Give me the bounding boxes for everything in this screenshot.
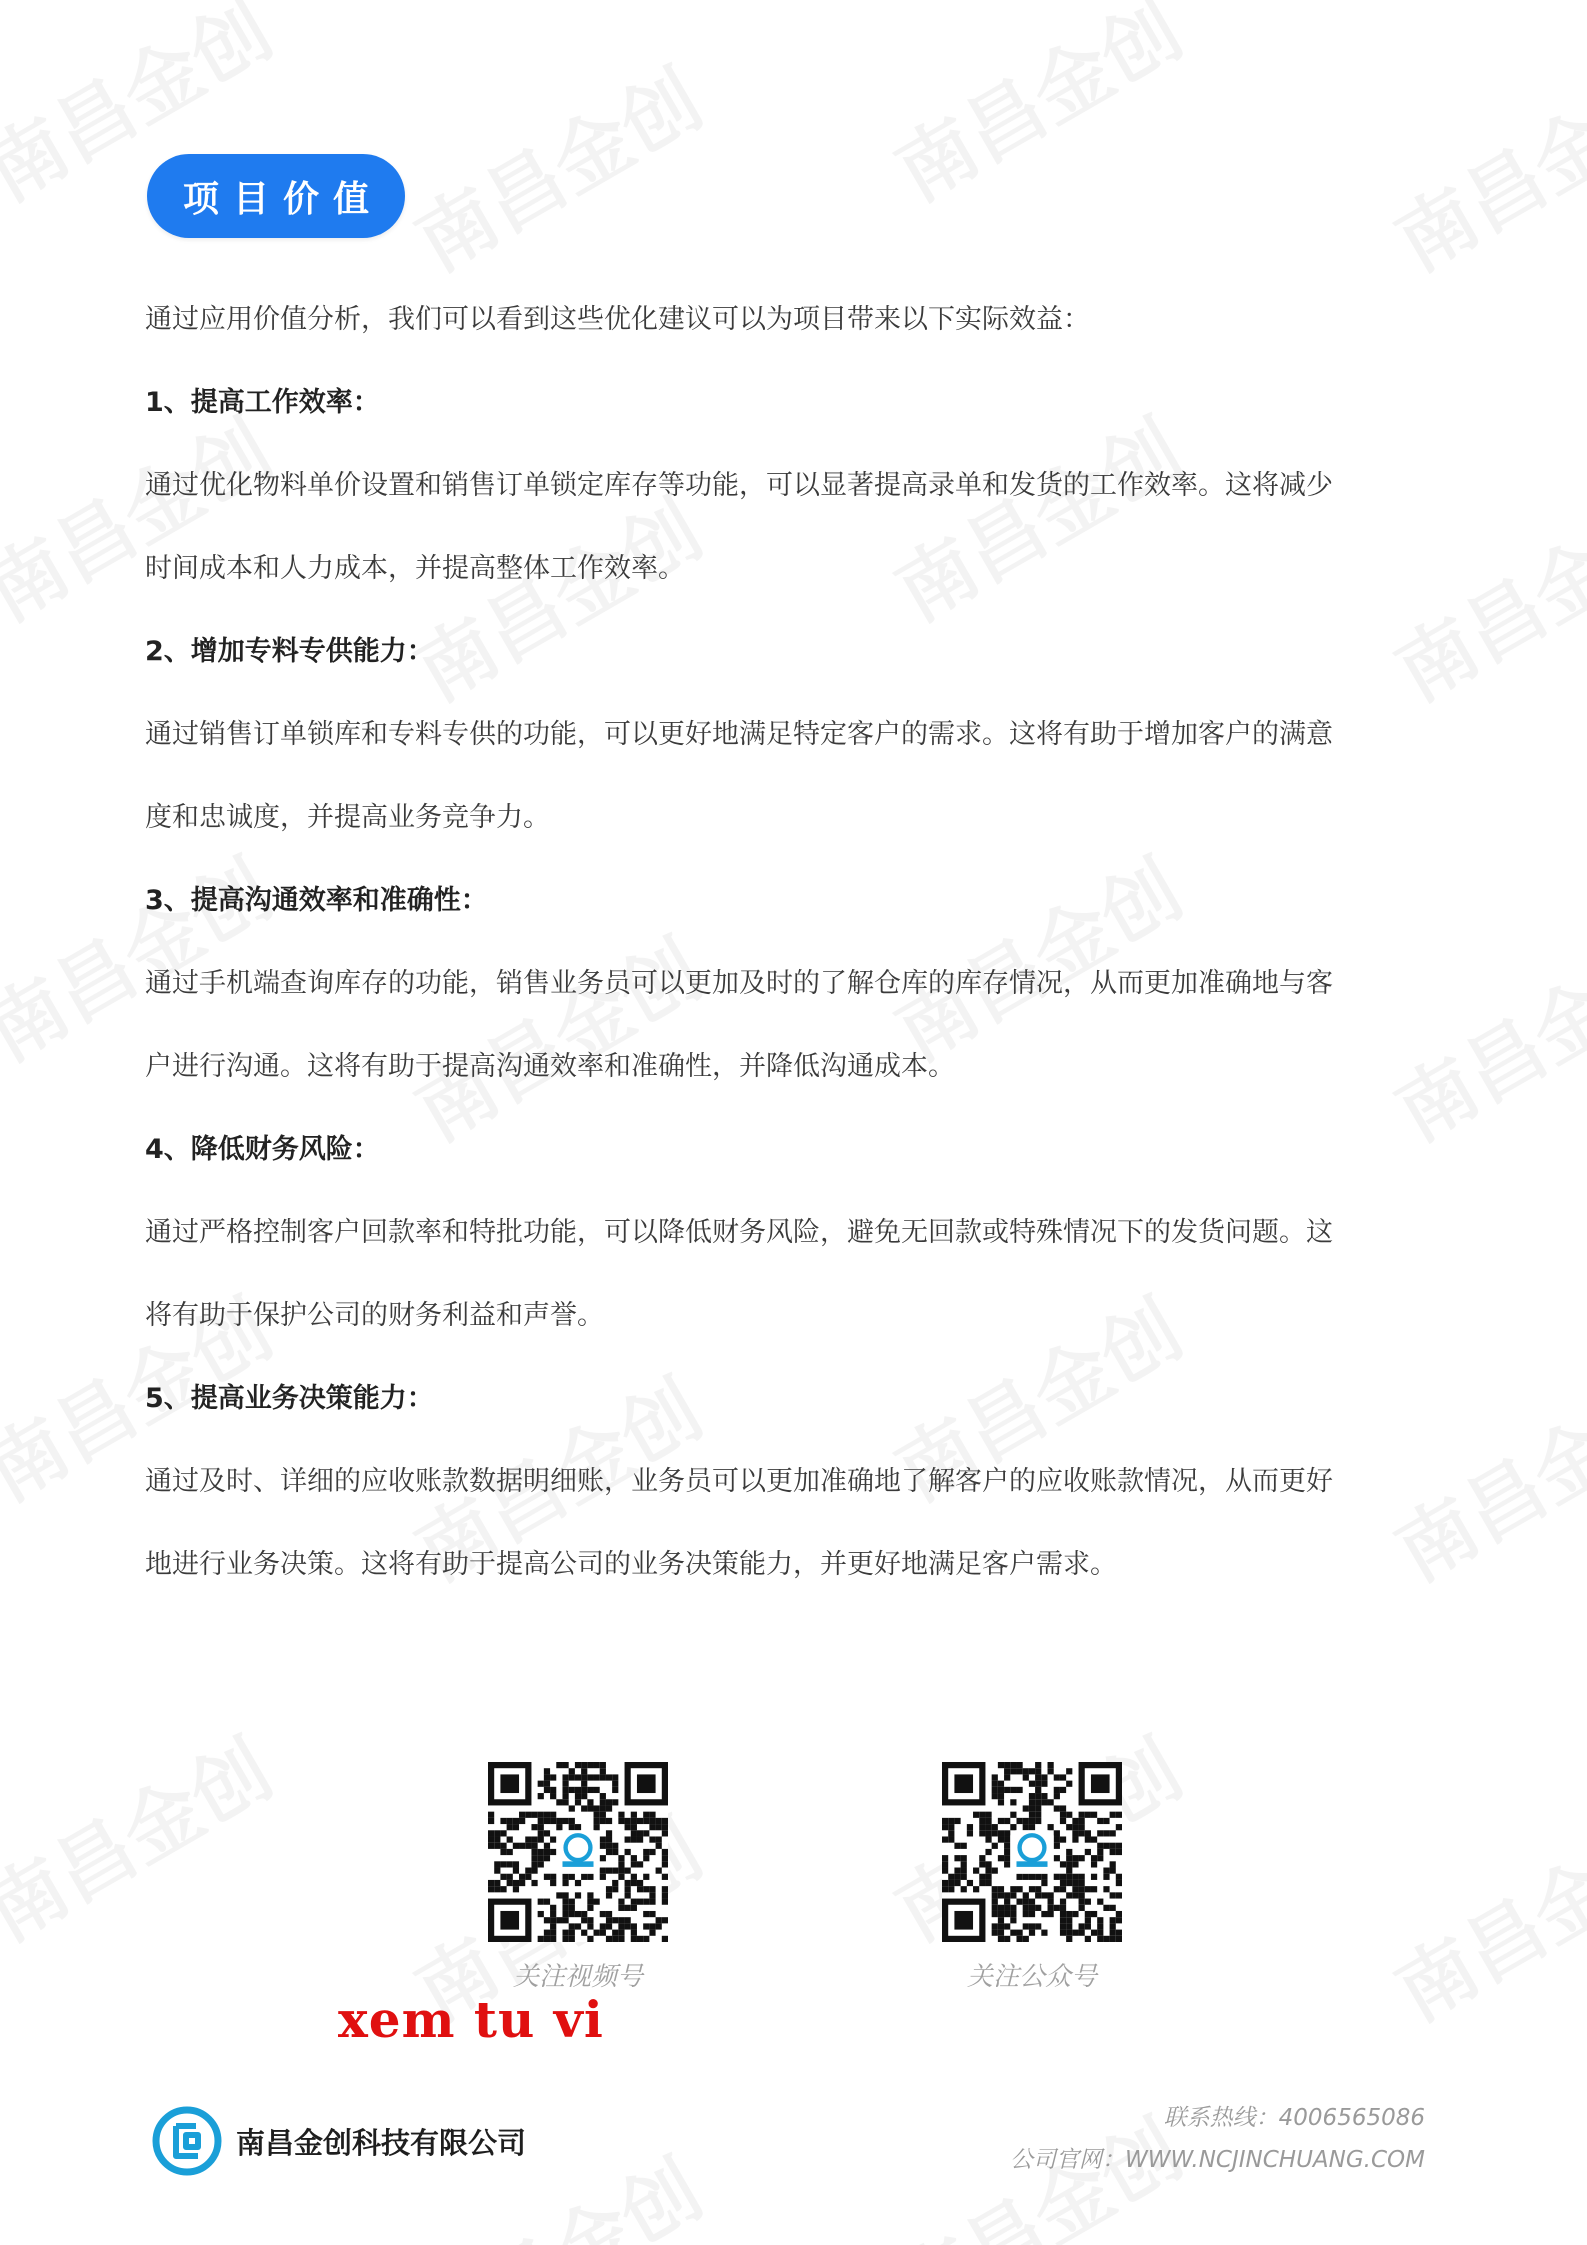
benefit-text-line: 地进行业务决策。这将有助于提高公司的业务决策能力，并更好地满足客户需求。: [145, 1549, 1117, 1580]
watermark-text: [0, 1709, 289, 1962]
benefit-text-line: 通过销售订单锁库和专料专供的功能，可以更好地满足特定客户的需求。这将有助于增加客户的满意: [145, 719, 1333, 750]
benefit-heading-5: 5、提高业务决策能力：: [145, 1383, 434, 1414]
benefit-text-line: 度和忠诚度，并提高业务竞争力。: [145, 802, 550, 833]
overlay-caption: xem tu vi: [338, 1990, 604, 2049]
qr-code-icon: [488, 1762, 668, 1942]
watermark-text: [873, 0, 1199, 223]
contact-info: [1010, 2097, 1425, 2181]
watermark-text: [1373, 1789, 1587, 2042]
section-title: 项目价值: [182, 178, 383, 220]
company-brand: [152, 2106, 526, 2176]
company-logo-icon: [152, 2106, 222, 2176]
section-title-pill: [147, 154, 405, 238]
watermark-text: [1373, 39, 1587, 292]
benefit-text-line: 通过手机端查询库存的功能，销售业务员可以更加及时的了解仓库的库存情况，从而更加准确地与客: [145, 968, 1333, 999]
benefit-text-line: 通过及时、详细的应收账款数据明细账，业务员可以更加准确地了解客户的应收账款情况，从而更好: [145, 1466, 1333, 1497]
qr-video-channel[interactable]: [483, 1762, 673, 1993]
qr-code-icon: [942, 1762, 1122, 1942]
intro-paragraph: 通过应用价值分析，我们可以看到这些优化建议可以为项目带来以下实际效益：: [145, 304, 1090, 335]
document-body: [145, 278, 1445, 1606]
qr-official-account[interactable]: [937, 1762, 1127, 1993]
benefit-heading-3: 3、提高沟通效率和准确性：: [145, 885, 488, 916]
qr-caption-official: 关注公众号: [966, 1962, 1097, 1992]
hotline: 联系热线：4006565086: [1163, 2105, 1425, 2131]
qr-caption-video: 关注视频号: [512, 1962, 643, 1992]
benefit-text-line: 户进行沟通。这将有助于提高沟通效率和准确性，并降低沟通成本。: [145, 1051, 955, 1082]
website-link[interactable]: 公司官网：WWW.NCJINCHUANG.COM: [1010, 2147, 1425, 2173]
watermark-text: [393, 39, 719, 292]
benefit-heading-1: 1、提高工作效率：: [145, 387, 380, 418]
benefit-text-line: 时间成本和人力成本，并提高整体工作效率。: [145, 553, 685, 584]
benefit-text-line: 通过严格控制客户回款率和特批功能，可以降低财务风险，避免无回款或特殊情况下的发货问题。这: [145, 1217, 1333, 1248]
benefit-heading-2: 2、增加专料专供能力：: [145, 636, 434, 667]
benefit-text-line: 通过优化物料单价设置和销售订单锁定库存等功能，可以显著提高录单和发货的工作效率。这将减少: [145, 470, 1333, 501]
benefit-heading-4: 4、降低财务风险：: [145, 1134, 380, 1165]
benefit-text-line: 将有助于保护公司的财务利益和声誉。: [145, 1300, 604, 1331]
company-name: 南昌金创科技有限公司: [236, 2125, 527, 2160]
